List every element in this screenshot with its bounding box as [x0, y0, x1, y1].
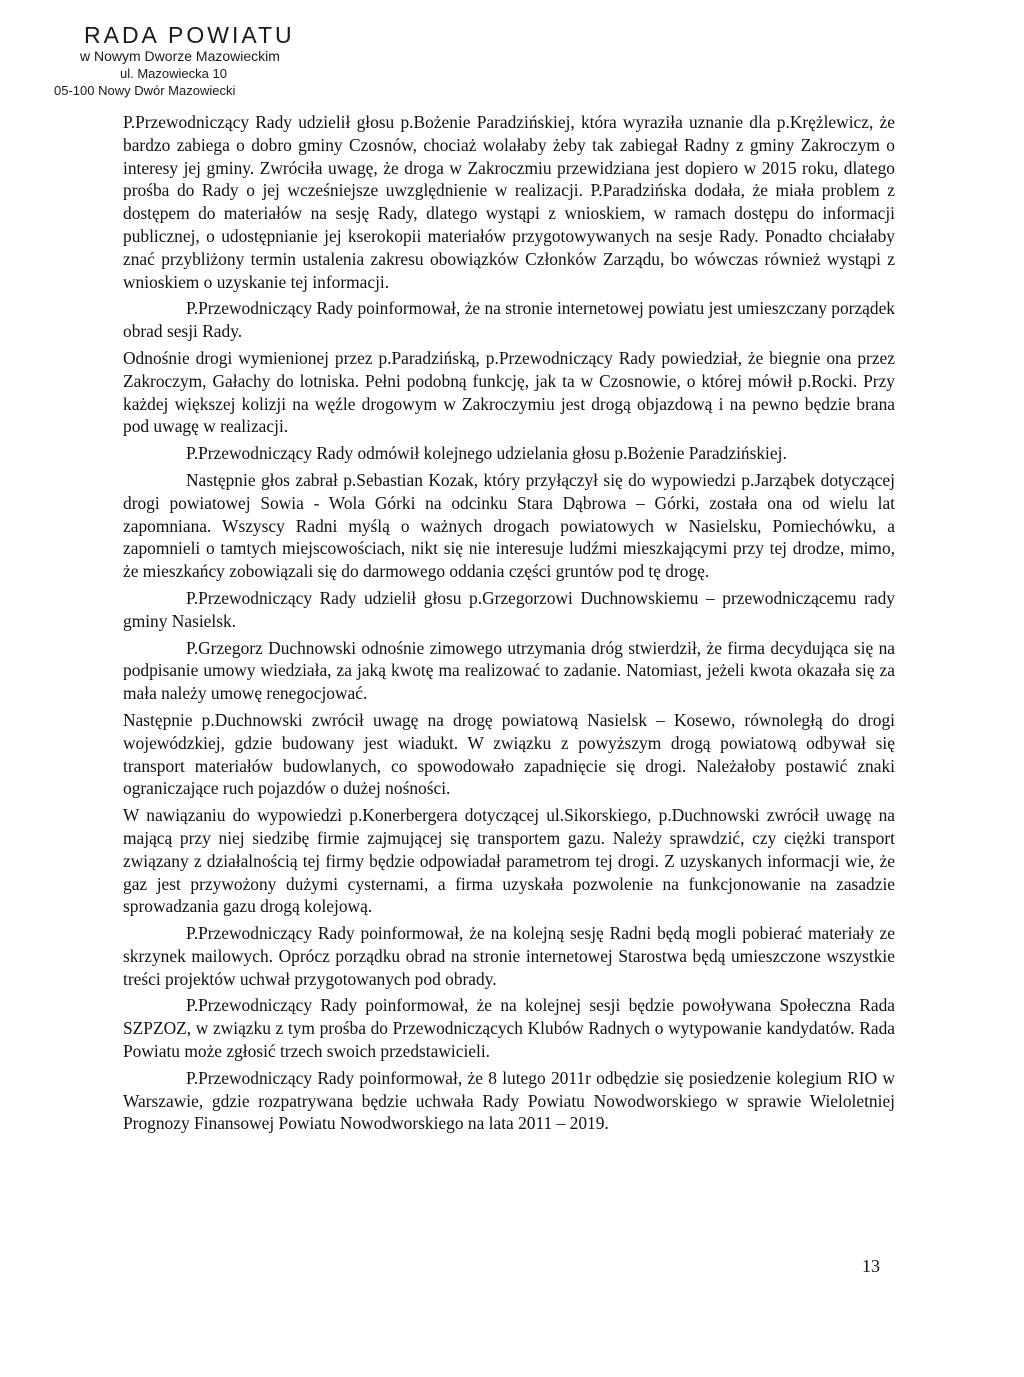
council-stamp	[54, 22, 304, 99]
stamp-line-postal: 05-100 Nowy Dwór Mazowiecki	[54, 83, 236, 98]
page-number: 13	[862, 1256, 880, 1276]
paragraph-1: P.Przewodniczący Rady udzielił głosu p.Bożenie Paradzińskiej, która wyraziła uznanie dla p.Krężlewicz, że bardzo zabiega o dobro gminy Czosnów, chociaż wolałaby żeby tak zabiegał Radny z gminy Zakroczym o interesy jej gminy. Zwróciła uwagę, że droga w Zakroczmiu przewidziana jest dopiero w 2015 roku, dlatego prośba do Rady o jej wcześniejsze uwzględnienie w realizacji. P.Paradzińska dodała, że miała problem z dostępem do materiałów na sesję Rady, dlatego wystąpi z wnioskiem, w ramach dostępu do informacji publicznej, o udostępnianie jej kserokopii materiałów przygotowywanych na sesje Rady. Ponadto chciałaby znać przybliżony termin ustalenia zakresu obowiązków Członków Zarządu, bo wówczas również wystąpi z wnioskiem o uzyskanie tej informacji.	[123, 112, 895, 292]
paragraph-8: Następnie p.Duchnowski zwrócił uwagę na drogę powiatową Nasielsk – Kosewo, równoległą do drogi wojewódzkiej, gdzie budowany jest wiadukt. W związku z powyższym drogą powiatową odbywał się transport materiałów budowlanych, co spowodowało zapadnięcie się drogi. Należałoby postawić znaki ograniczające ruch pojazdów o dużej nośności.	[123, 709, 895, 799]
paragraph-12: P.Przewodniczący Rady poinformował, że 8 lutego 2011r odbędzie się posiedzenie kolegium RIO w Warszawie, gdzie rozpatrywana będzie uchwała Rady Powiatu Nowodworskiego w sprawie Wieloletniej Prognozy Finansowej Powiatu Nowodworskiego na lata 2011 – 2019.	[123, 1067, 895, 1134]
paragraph-9: W nawiązaniu do wypowiedzi p.Konerbergera dotyczącej ul.Sikorskiego, p.Duchnowski zwrócił uwagę na mającą przy niej siedzibę firmie zajmującej się transportem gazu. Należy sprawdzić, czy ciężki transport związany z działalnością tej firmy będzie odpowiadał parametrom tej drogi. Z uzyskanych informacji wie, że gaz jest przywożony dużymi cysternami, a firma uzyskała pozwolenie na funkcjonowanie na zasadzie sprowadzania gazu drogą kolejową.	[123, 805, 895, 917]
document-body	[123, 111, 895, 1139]
paragraph-10: P.Przewodniczący Rady poinformował, że na kolejną sesję Radni będą mogli pobierać materiały ze skrzynek mailowych. Oprócz porządku obrad na stronie internetowej Starostwa będą umieszczone wszystkie treści projektów uchwał przygotowanych pod obrady.	[123, 923, 895, 989]
paragraph-6: P.Przewodniczący Rady udzielił głosu p.Grzegorzowi Duchnowskiemu – przewodniczącemu rady gminy Nasielsk.	[123, 587, 895, 631]
stamp-line-street: ul. Mazowiecka 10	[120, 66, 227, 81]
paragraph-7: P.Grzegorz Duchnowski odnośnie zimowego utrzymania dróg stwierdził, że firma decydująca się na podpisanie umowy wiedziała, za jaką kwotę ma realizować to zadanie. Natomiast, jeżeli kwota okazała się za mała należy umowę renegocjować.	[123, 637, 895, 704]
paragraph-4: P.Przewodniczący Rady odmówił kolejnego udzielania głosu p.Bożenie Paradzińskiej.	[186, 443, 787, 464]
paragraph-3: Odnośnie drogi wymienionej przez p.Paradzińską, p.Przewodniczący Rady powiedział, że biegnie ona przez Zakroczym, Gałachy do lotniska. Pełni podobną funkcję, jak ta w Czosnowie, o której mówił p.Rocki. Przy każdej większej kolizji na węźle drogowym w Zakroczymiu jest drogą objazdową i na pewno będzie brana pod uwagę w realizacji.	[123, 347, 895, 437]
stamp-line-city: w Nowym Dworze Mazowieckim	[80, 48, 280, 64]
paragraph-11: P.Przewodniczący Rady poinformował, że na kolejnej sesji będzie powoływana Społeczna Rada SZPZOZ, w związku z tym prośba do Przewodniczących Klubów Radnych o wytypowanie kandydatów. Rada Powiatu może zgłosić trzech swoich przedstawicieli.	[123, 995, 895, 1062]
paragraph-5: Następnie głos zabrał p.Sebastian Kozak, który przyłączył się do wypowiedzi p.Jarząbek dotyczącej drogi powiatowej Sowia - Wola Górki na odcinku Stara Dąbrowa – Górki, została ona od wielu lat zapomniana. Wszyscy Radni myślą o ważnych drogach powiatowych w Nasielsku, Pomiechówku, a zapomnieli o tamtych miejscowościach, nikt się nie interesuje ludźmi mieszkającymi przy tej drodze, mimo, że mieszkańcy zobowiązali się do darmowego oddania części gruntów pod tę drogę.	[123, 469, 895, 582]
stamp-title: RADA POWIATU	[84, 22, 295, 48]
paragraph-2: P.Przewodniczący Rady poinformował, że na stronie internetowej powiatu jest umieszczany porządek obrad sesji Rady.	[123, 298, 895, 342]
